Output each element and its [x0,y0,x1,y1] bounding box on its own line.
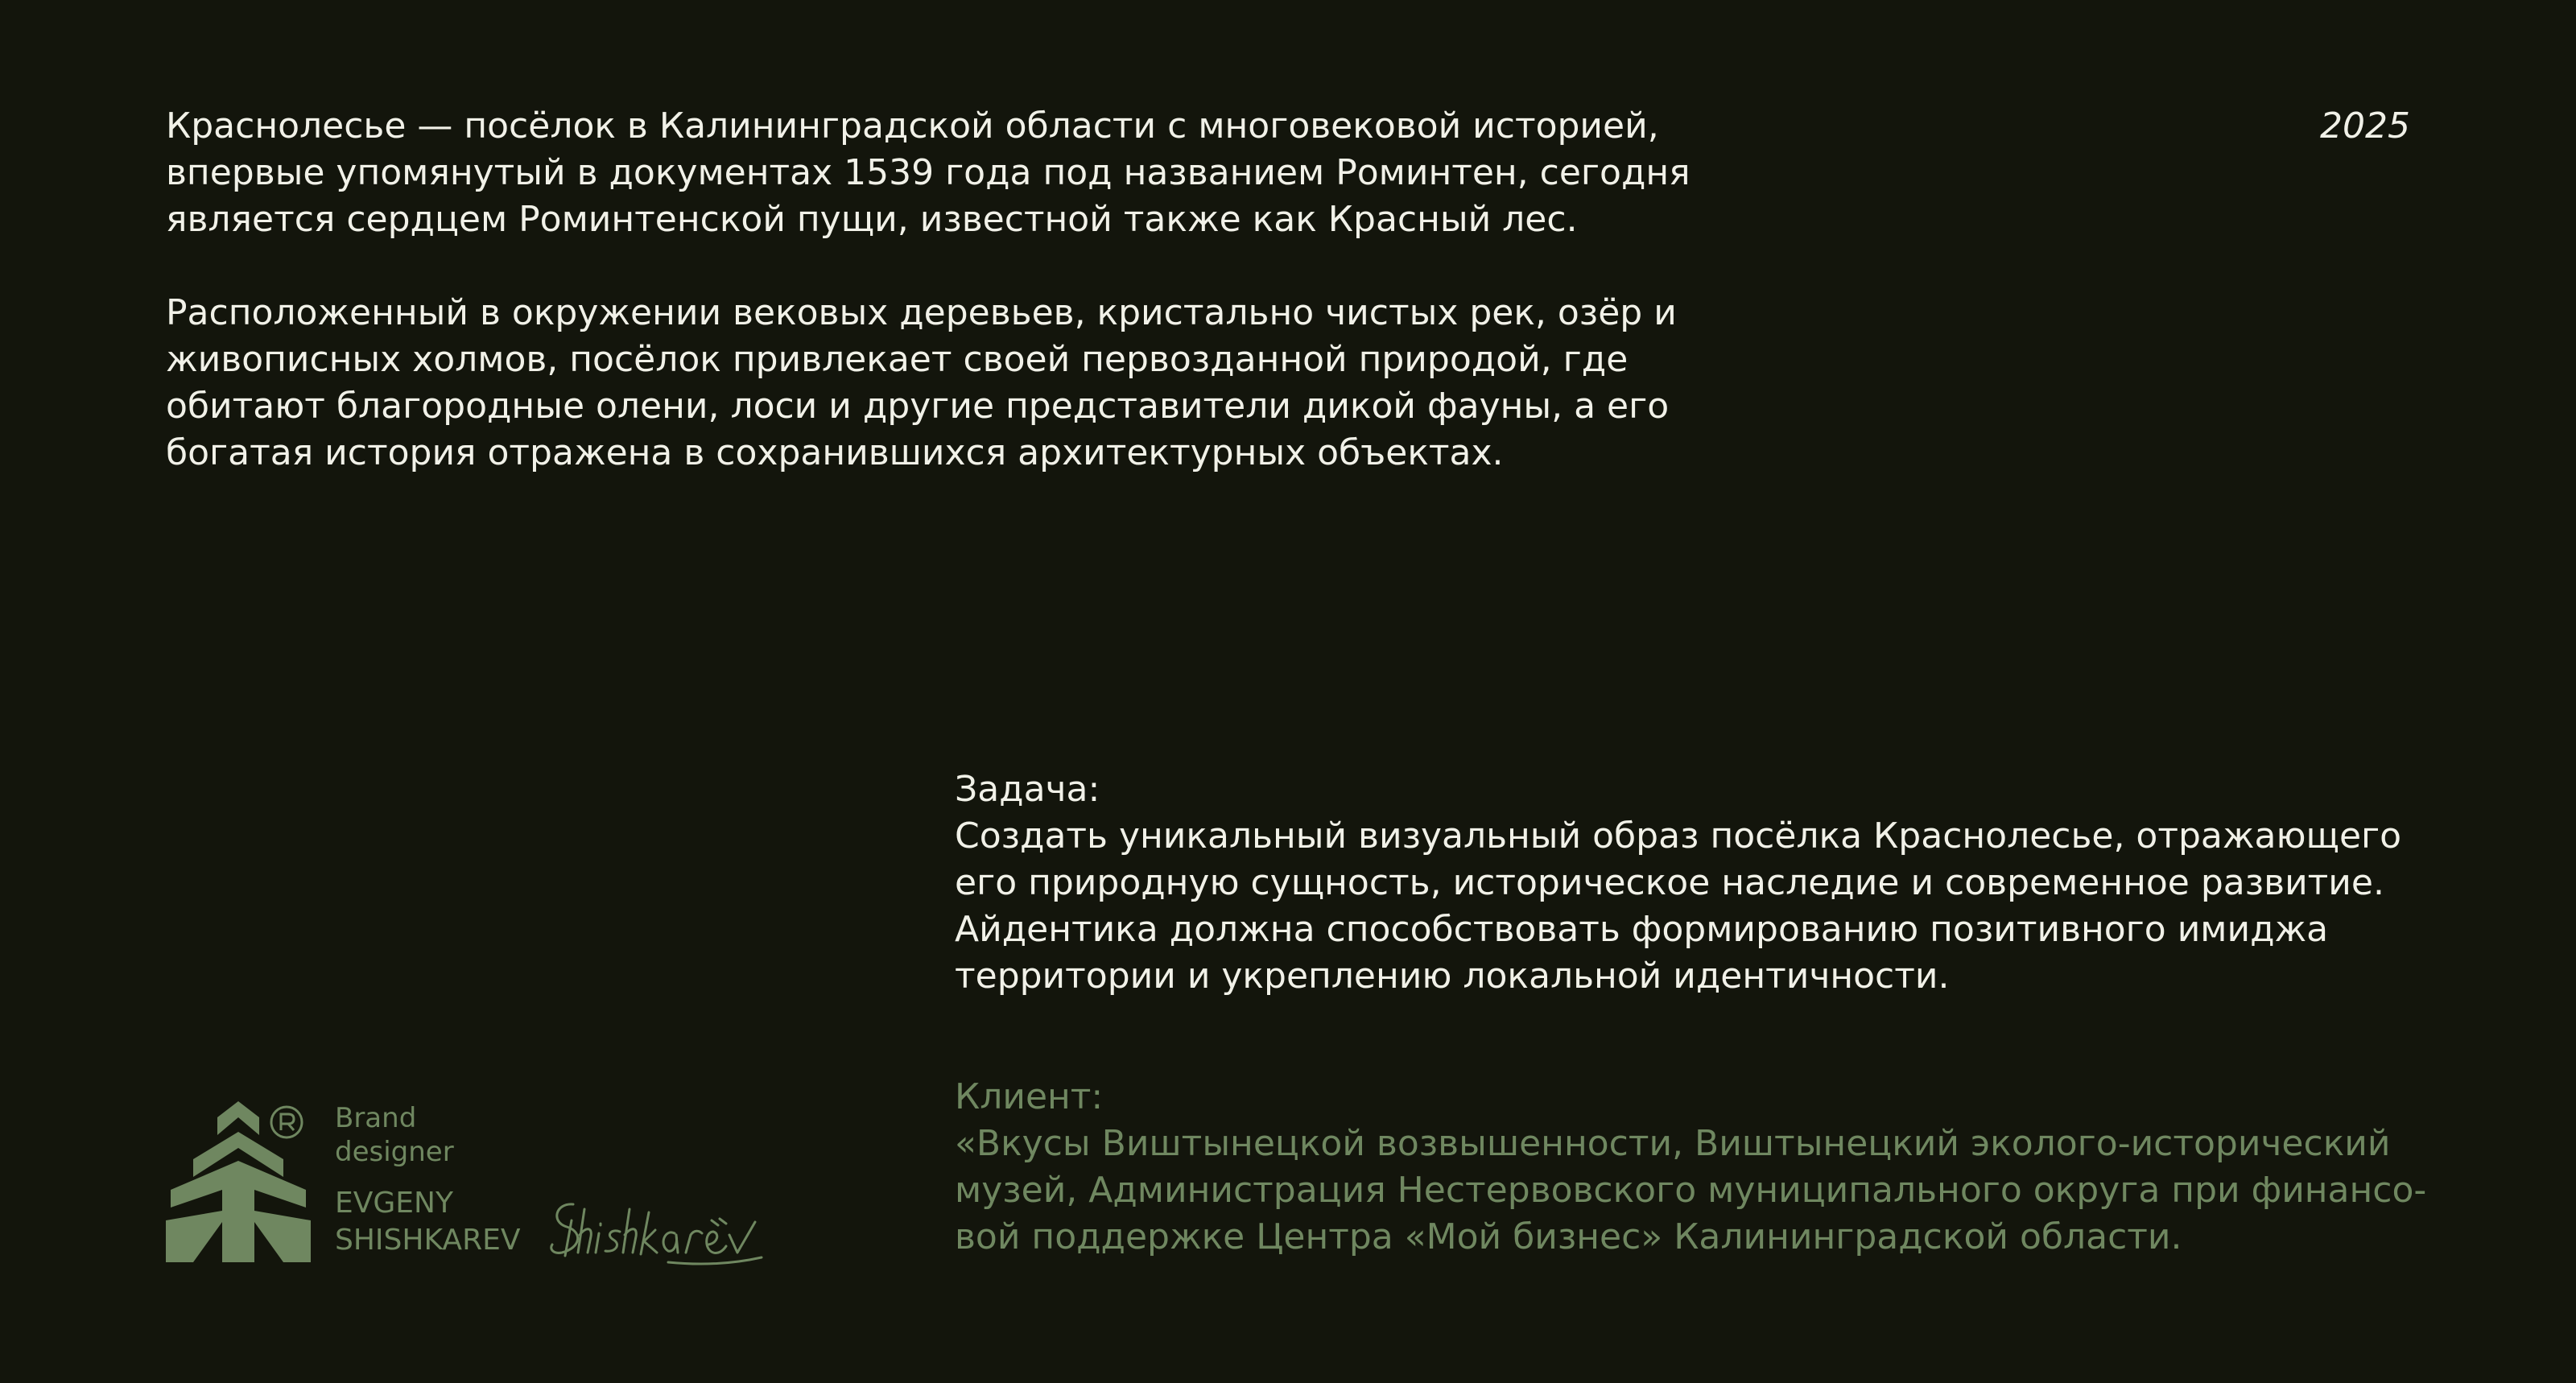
task-text: Создать уникальный визуальный образ посёлка Краснолесье, отражающего его природную сущность, историческое наследие и современное развитие. Айдентика должна способствовать формированию позитивного имиджа территории и укреплению локальной идентичности. [955,815,2402,997]
brand-role-line-1: Brand [335,1102,417,1134]
year-label: 2025 [2320,105,2410,147]
registered-icon [269,1104,304,1140]
client-heading: Клиент: [955,1076,1104,1117]
designer-first-name: EVGENY [335,1187,453,1220]
intro-text [166,103,1711,477]
task-heading: Задача: [955,769,1100,810]
intro-paragraph-2: Расположенный в окружении вековых деревьев, кристально чистых рек, озёр и живописных холмов, посёлок привлекает своей первозданной природой, где обитают благородные олени, лоси и другие представители дикой фауны, а его богатая история отражена в сохранившихся архитектурных объектах. [166,292,1677,473]
client-section [955,1074,2436,1261]
signature [547,1188,765,1277]
task-section [955,766,2436,1000]
designer-last-name: SHISHKAREV [335,1224,521,1257]
designer-name [335,1185,520,1259]
brand-role-line-2: designer [335,1136,454,1168]
intro-paragraph-1: Краснолесье — посёлок в Калининградской области с многовековой историей, впервые упомянутый в документах 1539 года под названием Роминтен, сегодня является сердцем Роминтенской пущи, известной также как Красный лес. [166,105,1690,240]
brand-block [166,1101,778,1294]
brand-role [335,1101,454,1169]
client-text: «Вкусы Виштынецкой возвышенности, Виштынецкий эколого-исторический музей, Администрация Нестервовского муниципального округа при финансо-вой поддержке Центра «Мой бизнес» Калининградской области. [955,1123,2427,1257]
